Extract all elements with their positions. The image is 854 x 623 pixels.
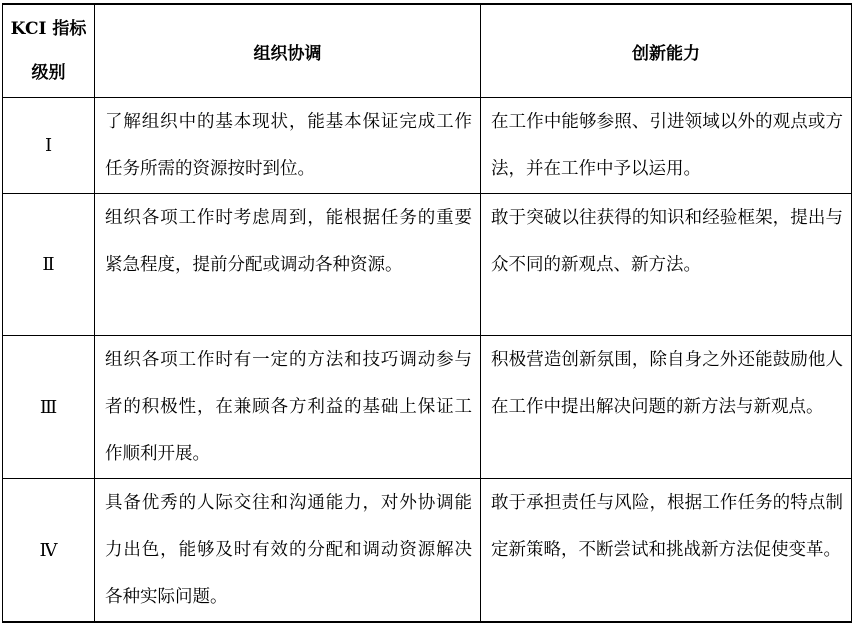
- table-row: [3, 479, 852, 623]
- header-innovation: 创新能力: [481, 4, 852, 98]
- table-row: [3, 194, 852, 336]
- header-organization: 组织协调: [95, 4, 481, 98]
- innovation-cell: 敢于承担责任与风险，根据工作任务的特点制定新策略，不断尝试和挑战新方法促使变革。: [481, 479, 852, 623]
- organization-cell: 了解组织中的基本现状，能基本保证完成工作任务所需的资源按时到位。: [95, 98, 481, 194]
- organization-cell: 组织各项工作时有一定的方法和技巧调动参与者的积极性，在兼顾各方利益的基础上保证工作顺利开展。: [95, 336, 481, 479]
- organization-cell: 具备优秀的人际交往和沟通能力，对外协调能力出色，能够及时有效的分配和调动资源解决各种实际问题。: [95, 479, 481, 623]
- level-cell: Ⅱ: [3, 194, 95, 336]
- level-cell: Ⅲ: [3, 336, 95, 479]
- kci-competency-table: [2, 3, 852, 623]
- innovation-cell: 敢于突破以往获得的知识和经验框架，提出与众不同的新观点、新方法。: [481, 194, 852, 336]
- level-cell: Ⅰ: [3, 98, 95, 194]
- table-header-row: [3, 4, 852, 98]
- level-cell: Ⅳ: [3, 479, 95, 623]
- table-row: [3, 98, 852, 194]
- organization-cell: 组织各项工作时考虑周到，能根据任务的重要紧急程度，提前分配或调动各种资源。: [95, 194, 481, 336]
- innovation-cell: 积极营造创新氛围，除自身之外还能鼓励他人在工作中提出解决问题的新方法与新观点。: [481, 336, 852, 479]
- header-kci-level: KCI 指标级别: [3, 4, 95, 98]
- table-row: [3, 336, 852, 479]
- innovation-cell: 在工作中能够参照、引进领域以外的观点或方法，并在工作中予以运用。: [481, 98, 852, 194]
